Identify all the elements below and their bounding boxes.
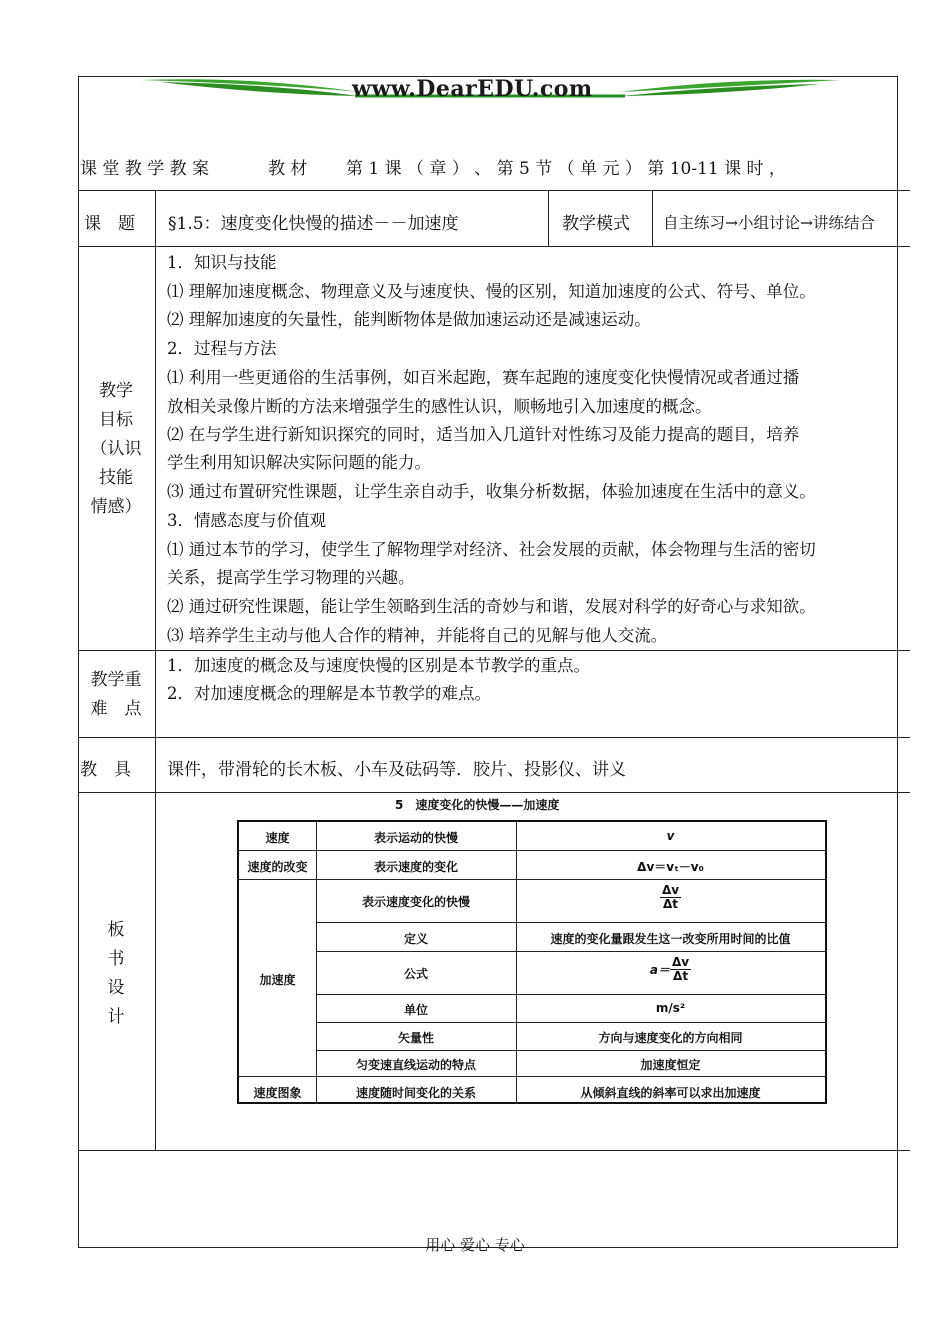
goal-line: ⑵ 理解加速度的矢量性，能判断物体是做加速运动还是减速运动。 — [167, 310, 651, 329]
board-title: 5 速度变化的快慢——加速度 — [395, 798, 560, 812]
goal-line: ⑴ 通过本节的学习，使学生了解物理学对经济、社会发展的贡献，体会物理与生活的密切 — [167, 540, 816, 559]
board-cell: 表示运动的快慢 — [373, 831, 458, 845]
goal-line: ⑶ 培养学生主动与他人合作的精神，并能将自己的见解与他人交流。 — [167, 626, 668, 645]
goal-line: ⑵ 在与学生进行新知识探究的同时，适当加入几道针对性练习及能力提高的题目，培养 — [167, 425, 800, 444]
page-footer: 用心 爱心 专心 — [425, 1236, 525, 1254]
board-cell: m/s² — [655, 1001, 686, 1015]
row-divider — [78, 792, 910, 793]
goal-line: ⑴ 利用一些更通俗的生活事例，如百米起跑，赛车起跑的速度变化快慢情况或者通过播 — [167, 368, 800, 387]
goal-line: 3．情感态度与价值观 — [167, 511, 326, 530]
board-cell: 从倾斜直线的斜率可以求出加速度 — [580, 1086, 761, 1100]
board-cell: Δv＝vₜ－v₀ — [637, 860, 704, 874]
board-row-divider — [316, 1022, 825, 1023]
header-chapter-section: 第 1 课 （ 章 ） 、 第 5 节 （ 单 元 ） 第 10-11 课 时 ， — [346, 159, 786, 179]
board-merged-label: 加速度 — [259, 973, 296, 987]
fraction — [670, 956, 691, 983]
board-cell: 矢量性 — [397, 1031, 434, 1045]
goals-label — [80, 377, 152, 522]
board-cell: 速度的变化量跟发生这一改变所用时间的比值 — [550, 932, 791, 946]
board-row-divider — [316, 922, 825, 923]
row-divider — [78, 650, 910, 651]
keypoints-label-line: 难 点 — [90, 699, 142, 719]
topic-value: §1.5：速度变化快慢的描述－－加速度 — [168, 214, 459, 234]
row-divider — [78, 190, 910, 191]
board-cell: 单位 — [403, 1003, 428, 1017]
board-cell: 速度 — [265, 831, 290, 845]
board-row-divider — [239, 1076, 825, 1077]
goal-line: 关系，提高学生学习物理的兴趣。 — [167, 568, 415, 587]
header-textbook: 教 材 — [268, 159, 308, 179]
header-lesson-plan: 课 堂 教 学 教 案 — [80, 159, 210, 179]
goal-line: ⑶ 通过布置研究性课题，让学生亲自动手，收集分析数据，体验加速度在生活中的意义。 — [167, 482, 816, 501]
board-label-line: 设 — [107, 978, 125, 998]
board-cell: 加速度恒定 — [640, 1058, 701, 1072]
keypoints-label — [80, 666, 152, 724]
board-cell: 方向与速度变化的方向相同 — [598, 1031, 743, 1045]
board-label-line: 计 — [107, 1007, 125, 1027]
goal-line: 学生利用知识解决实际问题的能力。 — [167, 453, 431, 472]
board-row-divider — [316, 994, 825, 995]
board-cell: 速度图象 — [253, 1086, 302, 1100]
teaching-mode-label: 教学模式 — [562, 214, 630, 234]
board-design-label — [80, 916, 152, 1032]
goal-line: ⑵ 通过研究性课题，能让学生领略到生活的奇妙与和谐，发展对科学的好奇心与求知欲。 — [167, 597, 816, 616]
board-cell: v — [666, 829, 675, 843]
board-cell: 速度的改变 — [247, 860, 308, 874]
tools-label: 教 具 — [80, 760, 131, 780]
board-cell: 表示速度变化的快慢 — [361, 895, 470, 909]
goal-line: 2．过程与方法 — [167, 339, 277, 358]
goals-label-line: 目标 — [99, 410, 133, 430]
goal-line: 1．知识与技能 — [167, 253, 277, 272]
board-table — [237, 820, 827, 1104]
teaching-mode-value: 自主练习→小组讨论→讲练结合 — [663, 214, 875, 232]
column-divider — [548, 190, 549, 246]
goal-line: 放相关录像片断的方法来增强学生的感性认识，顺畅地引入加速度的概念。 — [167, 397, 712, 416]
keypoint-line: 2．对加速度概念的理解是本节教学的难点。 — [167, 684, 491, 703]
board-cell: 公式 — [403, 967, 428, 981]
goals-label-line: （认识 — [90, 439, 142, 459]
fraction-numerator: Δv — [672, 955, 690, 969]
goal-line: ⑴ 理解加速度概念、物理意义及与速度快、慢的区别，知道加速度的公式、符号、单位。 — [167, 282, 816, 301]
fraction-numerator: Δv — [661, 883, 680, 897]
tools-value: 课件，带滑轮的长木板、小车及砝码等．胶片、投影仪、讲义 — [167, 760, 626, 780]
row-divider — [78, 246, 910, 247]
goals-label-line: 技能 — [99, 468, 133, 488]
column-divider — [652, 190, 653, 246]
keypoints-label-line: 教学重 — [90, 670, 142, 690]
goals-label-line: 教学 — [99, 381, 133, 401]
board-row-divider — [239, 850, 825, 851]
fraction-denominator: Δt — [673, 969, 689, 983]
board-row-divider — [239, 879, 825, 880]
goals-label-line: 情感） — [90, 497, 142, 517]
formula-prefix: a＝ — [649, 963, 670, 977]
board-cell: 定义 — [403, 932, 428, 946]
label-column-divider — [155, 190, 156, 1150]
logo-text: www.DearEDU.com — [352, 76, 593, 102]
board-label-line: 板 — [107, 920, 125, 940]
board-formula-cell — [516, 884, 825, 911]
board-formula-cell — [516, 956, 825, 983]
fraction — [660, 884, 681, 911]
board-cell: 匀变速直线运动的特点 — [355, 1058, 476, 1072]
board-cell: 表示速度的变化 — [373, 860, 458, 874]
fraction-denominator: Δt — [662, 897, 678, 911]
board-row-divider — [316, 1050, 825, 1051]
topic-label: 课 题 — [84, 214, 135, 234]
keypoint-line: 1．加速度的概念及与速度快慢的区别是本节教学的重点。 — [167, 656, 590, 675]
row-divider — [78, 1150, 910, 1151]
board-cell: 速度随时间变化的关系 — [355, 1086, 476, 1100]
board-row-divider — [316, 951, 825, 952]
row-divider — [78, 737, 910, 738]
board-label-line: 书 — [107, 949, 125, 969]
